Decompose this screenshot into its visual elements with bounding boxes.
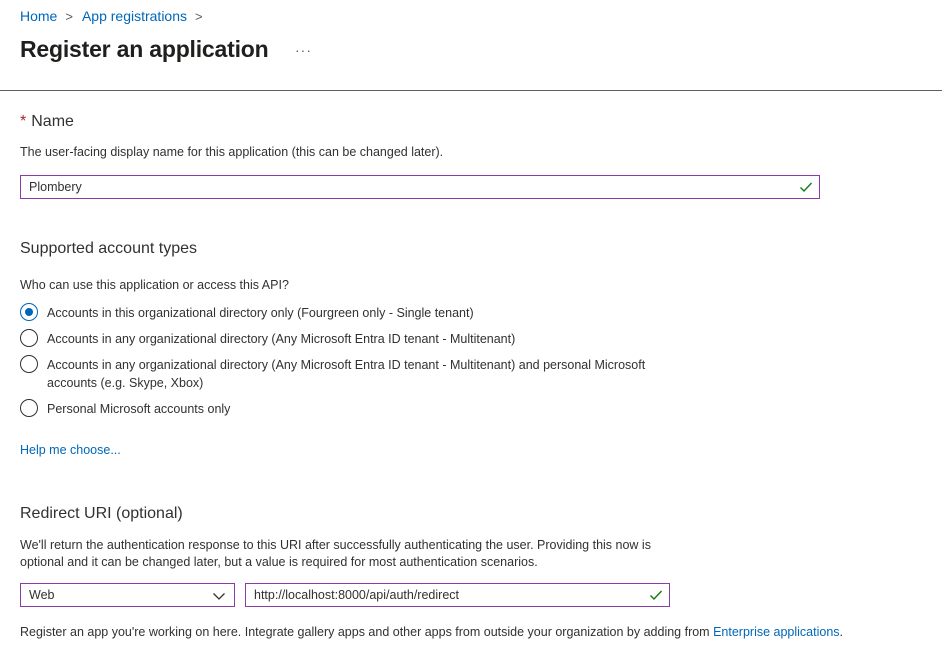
account-type-option-personal[interactable] (20, 400, 230, 418)
radio-label (47, 356, 645, 392)
platform-select[interactable] (20, 583, 235, 607)
redirect-uri-description (20, 537, 651, 571)
breadcrumb-separator: > (65, 8, 73, 24)
account-type-option-multitenant[interactable] (20, 330, 515, 348)
required-marker: * (20, 113, 27, 130)
account-type-option-multitenant-personal[interactable] (20, 356, 645, 392)
platform-select-value: Web (29, 588, 55, 602)
redirect-uri-title: Redirect URI (optional) (20, 505, 183, 522)
name-description: The user-facing display name for this application (this can be changed later). (20, 145, 444, 159)
breadcrumb-home-link[interactable]: Home (20, 8, 58, 24)
help-me-choose-link[interactable]: Help me choose... (20, 443, 121, 457)
more-options-icon[interactable]: ··· (295, 42, 312, 58)
header-divider (0, 90, 942, 91)
breadcrumb (20, 8, 212, 24)
radio-button[interactable] (20, 355, 38, 373)
name-title-text: Name (31, 113, 74, 130)
checkmark-icon (649, 588, 663, 602)
radio-button[interactable] (20, 399, 38, 417)
breadcrumb-app-registrations-link[interactable]: App registrations (81, 8, 188, 24)
radio-label: Accounts in this organizational directory only (Fourgreen only - Single tenant) (47, 306, 474, 320)
radio-label-line1: Accounts in any organizational directory (Any Microsoft Entra ID tenant - Multitenant) and personal Microsoft (47, 358, 646, 372)
account-types-question: Who can use this application or access this API? (20, 278, 289, 292)
name-input-value: Plombery (29, 180, 82, 194)
name-input[interactable] (20, 175, 820, 199)
redirect-description-line1: We'll return the authentication response to this URI after successfully authenticating the user. Providing this now is (20, 538, 651, 552)
footer-text-body: Register an app you're working on here. Integrate gallery apps and other apps from outside your organization by adding from (20, 625, 714, 639)
radio-label: Accounts in any organizational directory (Any Microsoft Entra ID tenant - Multitenant) (47, 332, 516, 346)
page-title: Register an application (20, 36, 269, 62)
account-type-option-single-tenant[interactable] (20, 304, 474, 322)
name-section-title (20, 113, 74, 131)
footer-text-end: . (839, 625, 844, 639)
radio-button-selected[interactable] (20, 303, 38, 321)
radio-label: Personal Microsoft accounts only (47, 402, 231, 416)
enterprise-applications-link[interactable]: Enterprise applications (713, 625, 840, 639)
breadcrumb-separator: > (195, 8, 203, 24)
redirect-uri-input[interactable] (245, 583, 670, 607)
radio-label-line2: accounts (e.g. Skype, Xbox) (47, 376, 204, 390)
redirect-description-line2: optional and it can be changed later, but a value is required for most authentication scenarios. (20, 555, 538, 569)
footer-text (20, 625, 843, 639)
chevron-down-icon (212, 589, 226, 603)
radio-button[interactable] (20, 329, 38, 347)
account-types-title: Supported account types (20, 240, 198, 257)
checkmark-icon (799, 180, 813, 194)
redirect-uri-value: http://localhost:8000/api/auth/redirect (254, 588, 459, 602)
